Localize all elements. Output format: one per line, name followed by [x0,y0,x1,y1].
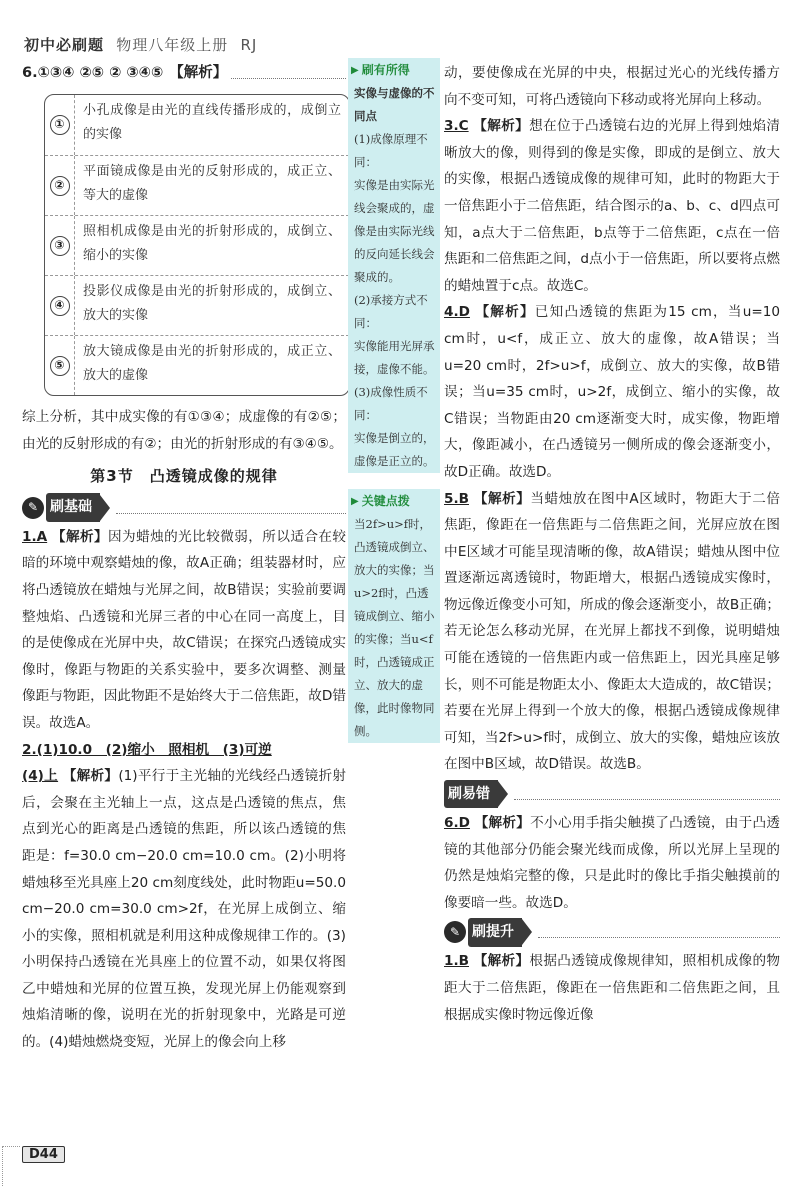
note-line: (1)成像原理不同： [354,132,428,169]
dotted-leader [116,502,346,514]
dotted-leader [514,788,780,800]
q6-answer-line [22,60,346,86]
answer-text: 因为蜡烛的光比较微弱，所以适合在较暗的环境中观察蜡烛的像，故A正确；组装器材时，应将凸透镜放在蜡烛与光屏之间，故B错误；实验前要调整烛焰、凸透镜和光屏三者的中心在同一高度上，目的是使像成在光屏中央，故C错误；在探究凸透镜成实像时，像距与物距的关系实验中，要多次调整、测量像距与物距，因此物距不是始终大于二倍焦距，故D错误。故选A。 [22,528,347,731]
banner-label: 刷易错 [444,780,498,809]
answer-text: 当蜡烛放在图中A区域时，物距大于二倍焦距，像距在一倍焦距与二倍焦距之间，光屏应放在图中E区域才可能呈现清晰的像，故A错误；蜡烛从图中位置逐渐远离透镜时，物距增大，根据凸透镜成实像时，物远像近像变小可知，所成的像会逐渐变小，故B正确；若无论怎么移动光屏，在光屏上都找不到像，说明蜡烛可能在透镜的一倍焦距内或一倍焦距上，因光具座足够长，则不可能是物距太小、像距太大造成的，故C错误；若要在光屏上得到一个放大的像，根据凸透镜成像规律可知，当2f>u>f时，成倒立、放大的实像，蜡烛应该放在图中B区域，故D错误。故选B。 [444,490,780,773]
banner-label: 刷基础 [46,493,100,522]
row-text: 平面镜成像是由光的反射形成的，成正立、等大的虚像 [83,164,341,203]
sidebar-heading [348,489,440,513]
row-text: 小孔成像是由光的直线传播形成的，成倒立的实像 [83,103,341,142]
analysis-tag: 【解析】 [475,304,535,321]
answer-continuation: 动，要使像成在光屏的中央，根据过光心的光线传播方向不变可知，可将凸透镜向下移动或将光屏向上移动。 [444,65,780,108]
answer-q2 [22,737,346,764]
analysis-tag: 【解析】 [474,815,531,832]
note-line: 实像是倒立的，虚像是正立的。 [354,431,435,468]
note-line: 实像是由实际光线会聚成的，虚像是由实际光线的反向延长线会聚成的。 [354,178,435,284]
triangle-icon: ▶ [351,495,359,507]
answer-number: (4)上 [22,768,59,785]
sidebar-heading-text: 刷有所得 [361,62,410,77]
analysis-tag: 【解析】 [473,118,530,135]
answer-number: 1.A [22,528,48,545]
table-row [45,275,349,335]
sidebar-heading-text: 关键点拨 [361,493,410,508]
dotted-leader [538,926,780,938]
note-title: 实像与虚像的不同点 [354,86,435,123]
table-row [45,155,349,215]
sidebar-notes [348,58,440,743]
pencil-icon: ✎ [22,497,44,519]
sidebar-heading [348,58,440,82]
answer-text: 想在位于凸透镜右边的光屏上得到烛焰清晰放大的像，则得到的像是实像，即成的是倒立、放大的实像，根据凸透镜成像的规律可知，此时的物距大于一倍焦距小于二倍焦距，结合图示的a、b、c、d四点可知，a点大于二倍焦距，b点等于二倍焦距，c点在一倍焦距和二倍焦距之间，d点小于一倍焦距，所以要将点燃的蜡烛置于c点。故选C。 [444,118,781,294]
answer-q1b [444,948,780,1028]
answer-number: 3.C [444,118,469,135]
answer-text: 已知凸透镜的焦距为15 cm，当u=10 cm时，u<f，成正立、放大的虚像，故A错误；当u=20 cm时，2f>u>f，成倒立、放大的实像，故B错误；当u=35 cm时，u>2f，成倒立、缩小的实像，故C错误；当物距由20 cm逐渐变大时，成实像，物距增大，像距减小，在凸透镜另一侧所成的像会逐渐变小，故D正确。故选D。 [444,304,781,480]
arrow-shape [522,919,532,945]
corner-mark [2,1146,20,1186]
table-row [45,335,349,395]
row-text: 投影仪成像是由光的折射形成的，成倒立、放大的实像 [83,284,341,323]
row-number: ③ [50,236,70,256]
answer-number: 1.B [444,953,469,970]
note-tip: 当2f>u>f时，凸透镜成倒立、放大的实像；当u>2f时，凸透镜成倒立、缩小的实像；当u<f时，凸透镜成正立、放大的虚像，此时像物同侧。 [354,517,435,738]
section-title: 第3节 凸透镜成像的规律 [90,467,278,486]
page-header [24,34,257,55]
error-practice-banner [444,780,780,808]
row-number: ⑤ [50,356,70,376]
edition-label: RJ [240,36,258,54]
analysis-tag: 【解析】 [51,528,109,545]
q6-summary: 综上分析，其中成实像的有①③④；成虚像的有②⑤；由光的反射形成的有②；由光的折射形成的有③④⑤。 [22,409,346,452]
analysis-tag: 【解析】 [473,490,531,507]
analysis-tag: 【解析】 [62,768,119,785]
answer-number: 6.D [444,815,470,832]
note-line: 实像能用光屏承接，虚像不能。 [354,339,435,376]
answer-q1 [22,524,346,737]
right-column [444,60,780,1028]
q6-answer: 6.①③④ ②⑤ ② ③④⑤ [22,64,164,81]
table-row [45,95,349,155]
answer-text: (1)平行于主光轴的光线经凸透镜折射后，会聚在主光轴上一点，这点是凸透镜的焦点，焦点到光心的距离是凸透镜的焦距，所以该凸透镜的焦距是：f=30.0 cm−20.0 cm=10.0 cm。(2)小明将蜡烛移至光具座上20 cm刻度线处，此时物距u=50.0 cm−20.0 cm=30.0 cm>2f，在光屏上成倒立、缩小的实像，照相机就是利用这种成像规律工作的。(3)小明保持凸透镜在光具座上的位置不动，如果仅将图乙中蜡烛和光屏的位置互换，发现光屏上仍能观察到烛焰清晰的像，说明在光的折射现象中，光路是可逆的。(4)蜡烛燃烧变短，光屏上的像会向上移 [22,768,347,1051]
answer-number: 5.B [444,490,469,507]
answer-q5 [444,486,780,779]
pencil-icon: ✎ [444,921,466,943]
series-title: 初中必刷题 [24,36,105,54]
triangle-icon: ▶ [351,64,359,76]
imaging-table [44,94,350,396]
answer-q3 [444,113,780,299]
banner-label: 刷提升 [468,918,522,947]
answer-q2-body [22,763,346,1056]
page-number [22,1146,65,1163]
answer-q4 [444,299,780,485]
answer-q6 [444,810,780,916]
analysis-tag: 【解析】 [473,953,530,970]
answer-text: 不小心用手指尖触摸了凸透镜，由于凸透镜的其他部分仍能会聚光线而成像，所以光屏上呈现的仍然是烛焰完整的像，只是此时的像比手指尖触摸前的像要暗一些。故选D。 [444,815,781,911]
row-number: ④ [50,296,70,316]
note-line: (2)承接方式不同： [354,293,428,330]
page-number-label: D44 [22,1146,65,1163]
left-column [22,60,346,1056]
q6-analysis-tag: 【解析】 [169,64,228,81]
table-row [45,215,349,275]
advanced-practice-banner [444,918,780,946]
answer-number: 4.D [444,304,470,321]
row-text: 放大镜成像是由光的折射形成的，成正立、放大的虚像 [83,344,341,383]
row-number: ② [50,176,70,196]
sidebar-gap [348,473,440,489]
arrow-shape [100,495,110,521]
dotted-leader [231,67,346,79]
row-text: 照相机成像是由光的折射形成的，成倒立、缩小的实像 [83,224,341,263]
answer-number: 2.(1)10.0 (2)缩小 照相机 (3)可逆 [22,741,272,758]
note-line: (3)成像性质不同： [354,385,428,422]
subject-title: 物理八年级上册 [116,36,229,54]
answer-text: 根据凸透镜成像规律知，照相机成像的物距大于二倍焦距，像距在一倍焦距和二倍焦距之间，且根据成实像时物远像近像 [444,953,781,1023]
arrow-shape [498,781,508,807]
row-number: ① [50,115,70,135]
basic-practice-banner [22,494,346,522]
